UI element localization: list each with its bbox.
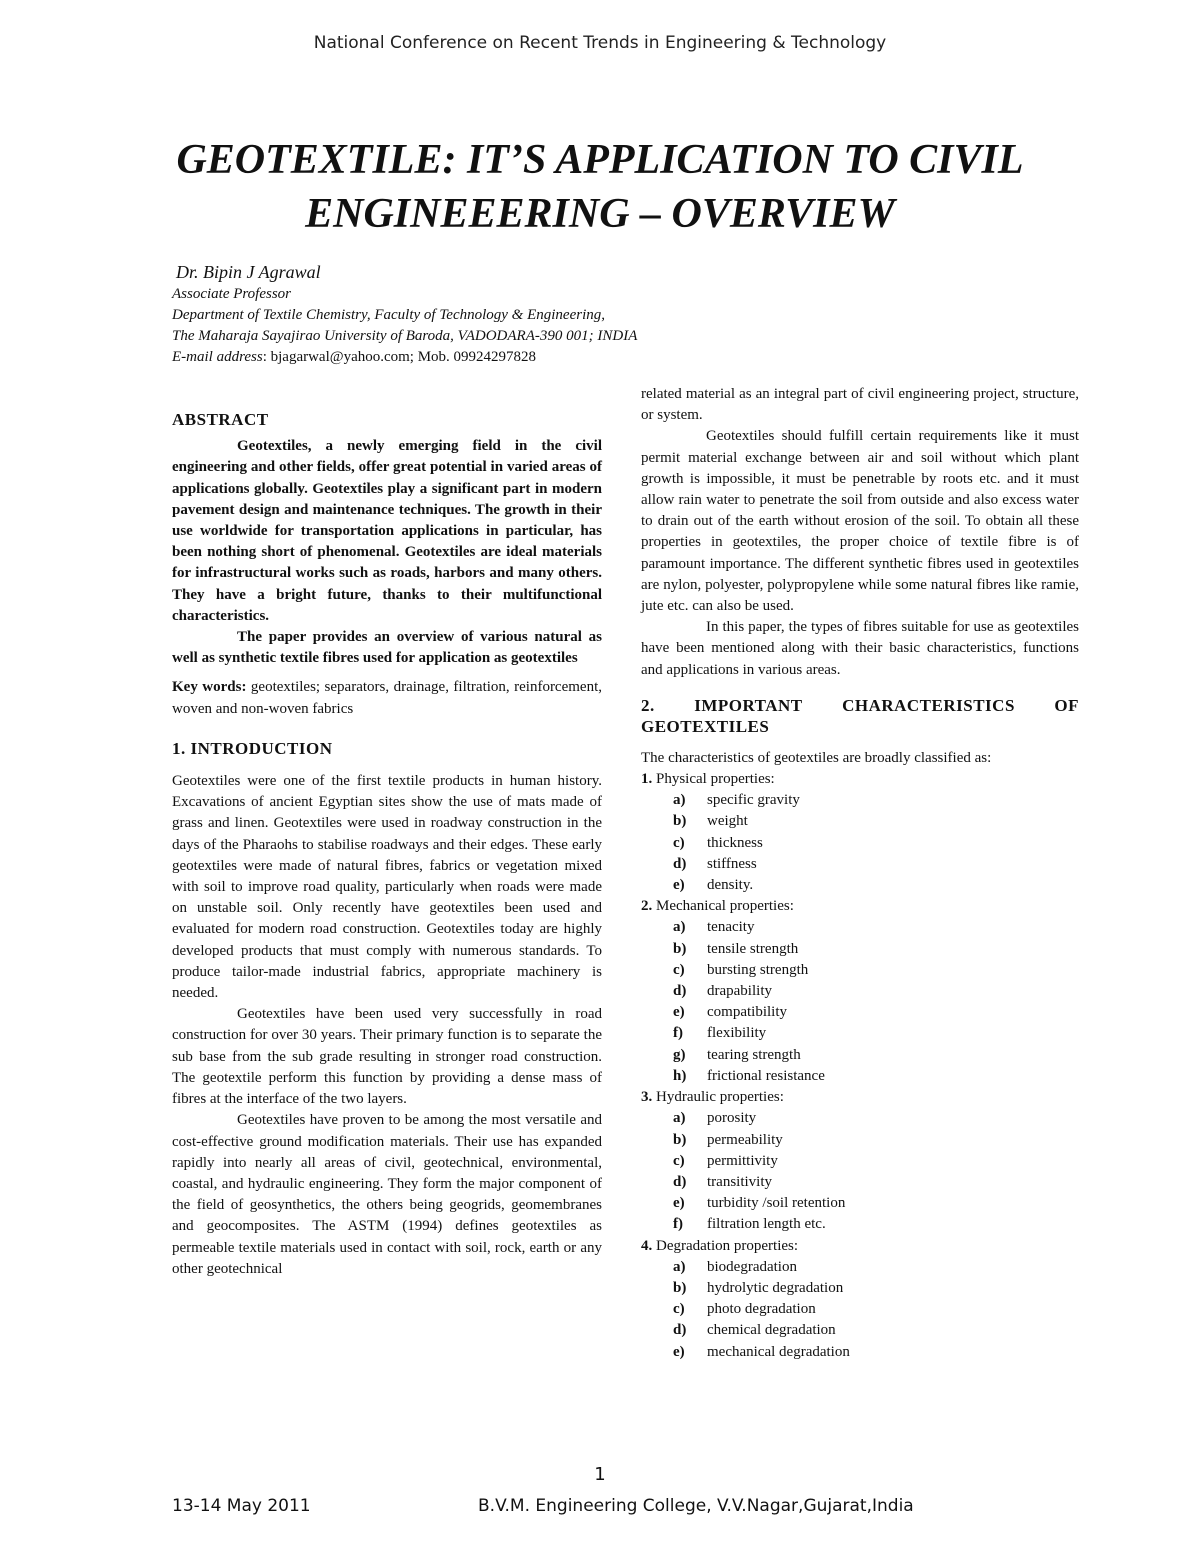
title-line-2: ENGINEEERING – OVERVIEW [305, 191, 895, 237]
item-text: biodegradation [707, 1258, 797, 1275]
list-item [641, 811, 1079, 832]
list-item [641, 1002, 1079, 1023]
intro-paragraph-4: related material as an integral part of civil engineering project, structure, or system. [641, 386, 1079, 424]
list-item [641, 833, 1079, 854]
list-item [641, 981, 1079, 1002]
heading-word-2: CHARACTERISTICS [842, 695, 1015, 715]
item-letter: a) [673, 1258, 686, 1275]
item-text: weight [707, 813, 748, 830]
item-text: stiffness [707, 855, 757, 872]
abstract-heading: ABSTRACT [172, 410, 269, 429]
item-text: mechanical degradation [707, 1343, 850, 1360]
email-label: E-mail address [172, 349, 263, 365]
item-text: specific gravity [707, 792, 800, 809]
item-text: transitivity [707, 1173, 772, 1190]
list-item [641, 917, 1079, 938]
heading-word-1: IMPORTANT [694, 695, 803, 715]
item-letter: e) [673, 1195, 685, 1212]
footer-date: 13-14 May 2011 [172, 1496, 311, 1516]
item-text: hydrolytic degradation [707, 1279, 844, 1296]
item-text: turbidity /soil retention [707, 1195, 846, 1212]
item-letter: b) [673, 940, 687, 957]
author-department: Department of Textile Chemistry, Faculty of Technology & Engineering, [172, 307, 606, 323]
item-text: tensile strength [707, 940, 799, 957]
category-label: Degradation properties: [652, 1237, 799, 1254]
list-item [641, 1172, 1079, 1193]
item-letter: e) [673, 1004, 685, 1021]
item-letter: c) [673, 1152, 685, 1169]
characteristics-heading [641, 695, 1079, 737]
item-text: frictional resistance [707, 1067, 825, 1084]
list-item [641, 1299, 1079, 1320]
abstract-paragraph-1: Geotextiles, a newly emerging field in the civil engineering and other fields, offer great potential in varied areas of applications globally. Geotextiles play a significant part in modern pavement design and maintenance techniques. The growth in their use worldwide for transportation applications in particular, has been nothing short of phenomenal. Geotextiles are ideal materials for infrastructural works such as roads, harbors and many others. They have a bright future, thanks to their multifunctional characteristics. [172, 438, 602, 624]
item-letter: b) [673, 813, 687, 830]
list-item [641, 1342, 1079, 1363]
paper-title [100, 133, 1100, 241]
list-item [641, 1151, 1079, 1172]
page-number: 1 [594, 1464, 606, 1485]
list-item [641, 1278, 1079, 1299]
item-letter: d) [673, 983, 687, 1000]
item-text: photo degradation [707, 1301, 816, 1318]
list-item [641, 1130, 1079, 1151]
list-item [641, 1045, 1079, 1066]
category-physical [641, 769, 1079, 790]
list-item [641, 1320, 1079, 1341]
item-letter: c) [673, 961, 685, 978]
list-item [641, 1214, 1079, 1235]
category-mechanical [641, 896, 1079, 917]
category-number: 3. [641, 1089, 653, 1106]
heading-number: 2. [641, 695, 655, 715]
category-label: Mechanical properties: [652, 898, 794, 915]
category-number: 1. [641, 771, 653, 788]
item-text: permittivity [707, 1152, 778, 1169]
item-text: tearing strength [707, 1046, 801, 1063]
item-text: bursting strength [707, 961, 809, 978]
keywords-text: geotextiles; separators, drainage, filtration, reinforcement, woven and non-woven fabrics [172, 679, 602, 717]
list-item [641, 1108, 1079, 1129]
category-hydraulic [641, 1087, 1079, 1108]
introduction-heading: 1. INTRODUCTION [172, 738, 333, 758]
author-contact [172, 347, 892, 368]
item-text: chemical degradation [707, 1322, 836, 1339]
email-value: : bjagarwal@yahoo.com; Mob. 09924297828 [262, 349, 537, 365]
list-item [641, 1066, 1079, 1087]
keywords [172, 677, 602, 719]
item-letter: h) [673, 1067, 687, 1084]
item-letter: f) [673, 1025, 683, 1042]
list-item [641, 960, 1079, 981]
list-item [641, 939, 1079, 960]
item-text: drapability [707, 983, 772, 1000]
list-item [641, 790, 1079, 811]
item-letter: a) [673, 1110, 686, 1127]
heading-line-2: GEOTEXTILES [641, 716, 770, 736]
right-column [641, 384, 1079, 1363]
category-label: Physical properties: [652, 771, 775, 788]
item-text: permeability [707, 1131, 783, 1148]
item-text: filtration length etc. [707, 1216, 826, 1233]
characteristics-intro: The characteristics of geotextiles are broadly classified as: [641, 749, 992, 766]
item-letter: a) [673, 919, 686, 936]
intro-paragraph-1: Geotextiles were one of the first textile products in human history. Excavations of ancient Egyptian sites show the use of mats made of grass and linen. Geotextiles were used in roadway construction in the days of the Pharaohs to stabilise roadways and their edges. These early geotextiles were made of natural fibres, fabrics or vegetation mixed with soil to improve road quality, particularly when roads were made on unstable soil. Only recently have geotextiles been used and evaluated for modern road construction. Geotextiles today are highly developed products that must comply with numerous standards. To produce tailor-made industrial fabrics, appropriate machinery is needed. [172, 773, 602, 1002]
abstract-paragraph-2: The paper provides an overview of various natural as well as synthetic textile fibres used for application as geotextiles [172, 629, 602, 667]
running-head: National Conference on Recent Trends in Engineering & Technology [313, 33, 887, 53]
intro-paragraph-3: Geotextiles have proven to be among the most versatile and cost-effective ground modification materials. Their use has expanded rapidly into nearly all areas of civil, geotechnical, environmental, coastal, and hydraulic engineering. They form the major component of the field of geosynthetics, the others being geogrids, geomembranes and geocomposites. The ASTM (1994) defines geotextiles as permeable textile materials used in contact with soil, rock, earth or any other geotechnical [172, 1112, 602, 1277]
list-item [641, 1257, 1079, 1278]
list-item [641, 875, 1079, 896]
item-letter: f) [673, 1216, 683, 1233]
item-letter: d) [673, 1322, 687, 1339]
intro-paragraph-2: Geotextiles have been used very successfully in road construction for over 30 years. Their primary function is to separate the sub base from the sub grade resulting in stronger road construction. The geotextile perform this function by providing a dense mass of fibres at the interface of the two layers. [172, 1006, 602, 1108]
category-number: 2. [641, 898, 653, 915]
item-letter: b) [673, 1131, 687, 1148]
item-text: thickness [707, 834, 763, 851]
item-letter: d) [673, 855, 687, 872]
item-text: density. [707, 877, 754, 894]
intro-paragraph-5: Geotextiles should fulfill certain requirements like it must permit material exchange between air and soil without which plant growth is impossible, it must be penetrable by roots etc. and it must allow rain water to penetrate the soil from outside and also excess water to drain out of the earth without erosion of the soil. To obtain all these properties in geotextiles, the proper choice of textile fibre is of paramount importance. The different synthetic fibres used in geotextiles are nylon, polyester, polypropylene while some natural fibres like ramie, jute etc. can also be used. [641, 428, 1079, 615]
author-block [172, 260, 892, 368]
category-number: 4. [641, 1237, 653, 1254]
item-text: porosity [707, 1110, 757, 1127]
list-item [641, 1193, 1079, 1214]
item-letter: e) [673, 877, 685, 894]
item-letter: b) [673, 1279, 687, 1296]
item-text: tenacity [707, 919, 755, 936]
item-text: compatibility [707, 1004, 787, 1021]
item-letter: a) [673, 792, 686, 809]
item-letter: d) [673, 1173, 687, 1190]
item-letter: e) [673, 1343, 685, 1360]
item-text: flexibility [707, 1025, 767, 1042]
list-item [641, 1023, 1079, 1044]
author-name: Dr. Bipin J Agrawal [176, 262, 321, 282]
title-line-1: GEOTEXTILE: IT’S APPLICATION TO CIVIL [176, 137, 1024, 183]
left-column [172, 407, 602, 1280]
heading-word-3: OF [1054, 695, 1079, 715]
category-degradation [641, 1236, 1079, 1257]
intro-paragraph-6: In this paper, the types of fibres suitable for use as geotextiles have been mentioned along with their basic characteristics, functions and applications in various areas. [641, 619, 1079, 678]
category-label: Hydraulic properties: [652, 1089, 784, 1106]
author-position: Associate Professor [172, 286, 292, 302]
list-item [641, 854, 1079, 875]
footer-venue: B.V.M. Engineering College, V.V.Nagar,Gujarat,India [478, 1496, 914, 1516]
item-letter: g) [673, 1046, 686, 1063]
author-university: The Maharaja Sayajirao University of Baroda, VADODARA-390 001; INDIA [172, 328, 638, 344]
item-letter: c) [673, 1301, 685, 1318]
item-letter: c) [673, 834, 685, 851]
keywords-label: Key words: [172, 679, 247, 696]
